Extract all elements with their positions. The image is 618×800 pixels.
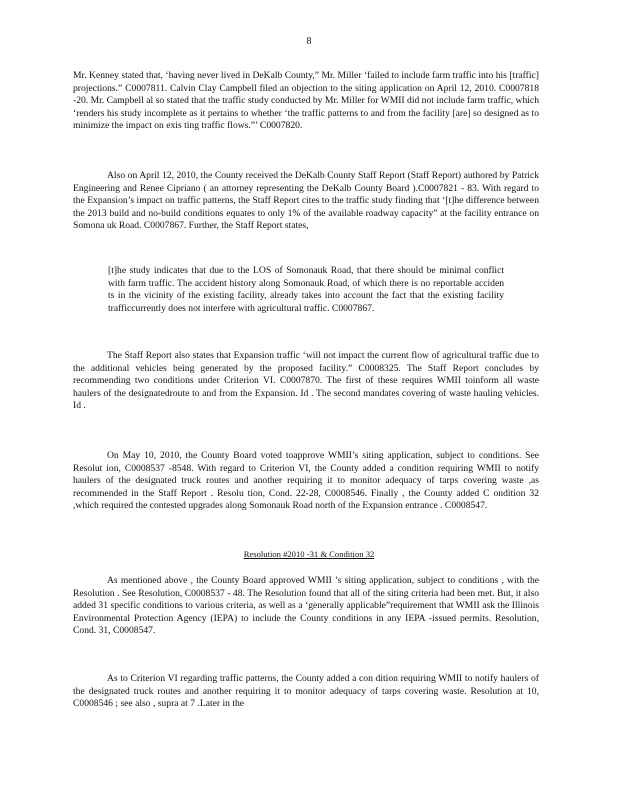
paragraph-staff-report: Also on April 12, 2010, the County received the DeKalb County Staff Report (Staff Report) authored by Patrick Engineering and Renee Cipriano ( an attorney representing the DeKalb County Board ).C0007821 - 83. With regard to the Expansion’s impact on traffic patterns, the Staff Report cites to the traffic study finding that ‘[t]he difference between the 2013 build and no-build conditions equates to only 1% of the available roadway capacity” at the facility entrance on Somona uk Road. C0007867. Further, the Staff Report states,	[73, 170, 539, 232]
section-heading-text: Resolution #2010 -31 & Condition 32	[243, 549, 375, 559]
paragraph-resolution-conditions: As mentioned above , the County Board approved WMII ’s siting application, subject to conditions , with the Resolution . See Resolution, C0008537 - 48. The Resolution found that all of the siting criteria had been met. But, it also added 31 specific conditions to various criteria, as well as a ‘generally applicable”requirement that WMII ask the Illinois Environmental Protection Agency (IEPA) to include the County conditions in any IEPA -issued permits. Resolution, Cond. 31, C0008547.	[73, 575, 539, 637]
paragraph-county-board-vote: On May 10, 2010, the County Board voted toapprove WMII’s siting application, subject to conditions. See Resolut ion, C0008537 -8548. With regard to Criterion VI, the County added a condition requiring WMII to notify haulers of the designated truck routes and another requiring it to monitor adequacy of tarps covering waste ,as recommended in the Staff Report . Resolu tion, Cond. 22-28, C0008546. Finally , the County added C ondition 32 ,which required the contested upgrades along Somonauk Road north of the Expansion entrance . C0008547.	[73, 450, 539, 512]
paragraph-agricultural-traffic: The Staff Report also states that Expansion traffic ‘will not impact the current flow of agricultural traffic due to the additional vehicles being generated by the proposed facility.” C0008325. The Staff Report concludes by recommending two conditions under Criterion VI. C0007870. The first of these requires WMII toinform all waste haulers of the designatedroute to and from the Expansion. Id . The second mandates covering of waste hauling vehicles. Id .	[73, 350, 539, 412]
block-quote-staff-report: [t]he study indicates that due to the LOS of Somonauk Road, that there should be minimal conflict with farm traffic. The accident history along Somonauk Road, of which there is no reportable acciden ts in the vicinity of the existing facility, already takes into account the fact that the existing facility trafficcurrently does not interfere with agricultural traffic. C0007867.	[108, 265, 504, 314]
page-number: 8	[306, 36, 312, 47]
paragraph-criterion-vi: As to Criterion VI regarding traffic patterns, the County added a con dition requiring WMII to notify haulers of the designated truck routes and another requiring it to monitor adequacy of tarps covering waste. Resolution at 10, C0008546 ; see also , supra at 7 .Later in the	[73, 673, 539, 710]
paragraph-kenney-campbell: Mr. Kenney stated that, ‘having never lived in DeKalb County,” Mr. Miller ‘failed to include farm traffic into his [traffic] projections.” C0007811. Calvin Clay Campbell filed an objection to the siting application on April 12, 2010. C0007818 -20. Mr. Campbell al so stated that the traffic study conducted by Mr. Miller for WMII did not include farm traffic, which ‘renders his study incomplete as it pertains to whether ‘the traffic patterns to and from the facility [are] so designed as to minimize the impact on exis ting traffic flows.”’ C0007820.	[73, 70, 539, 132]
section-heading	[0, 548, 618, 561]
